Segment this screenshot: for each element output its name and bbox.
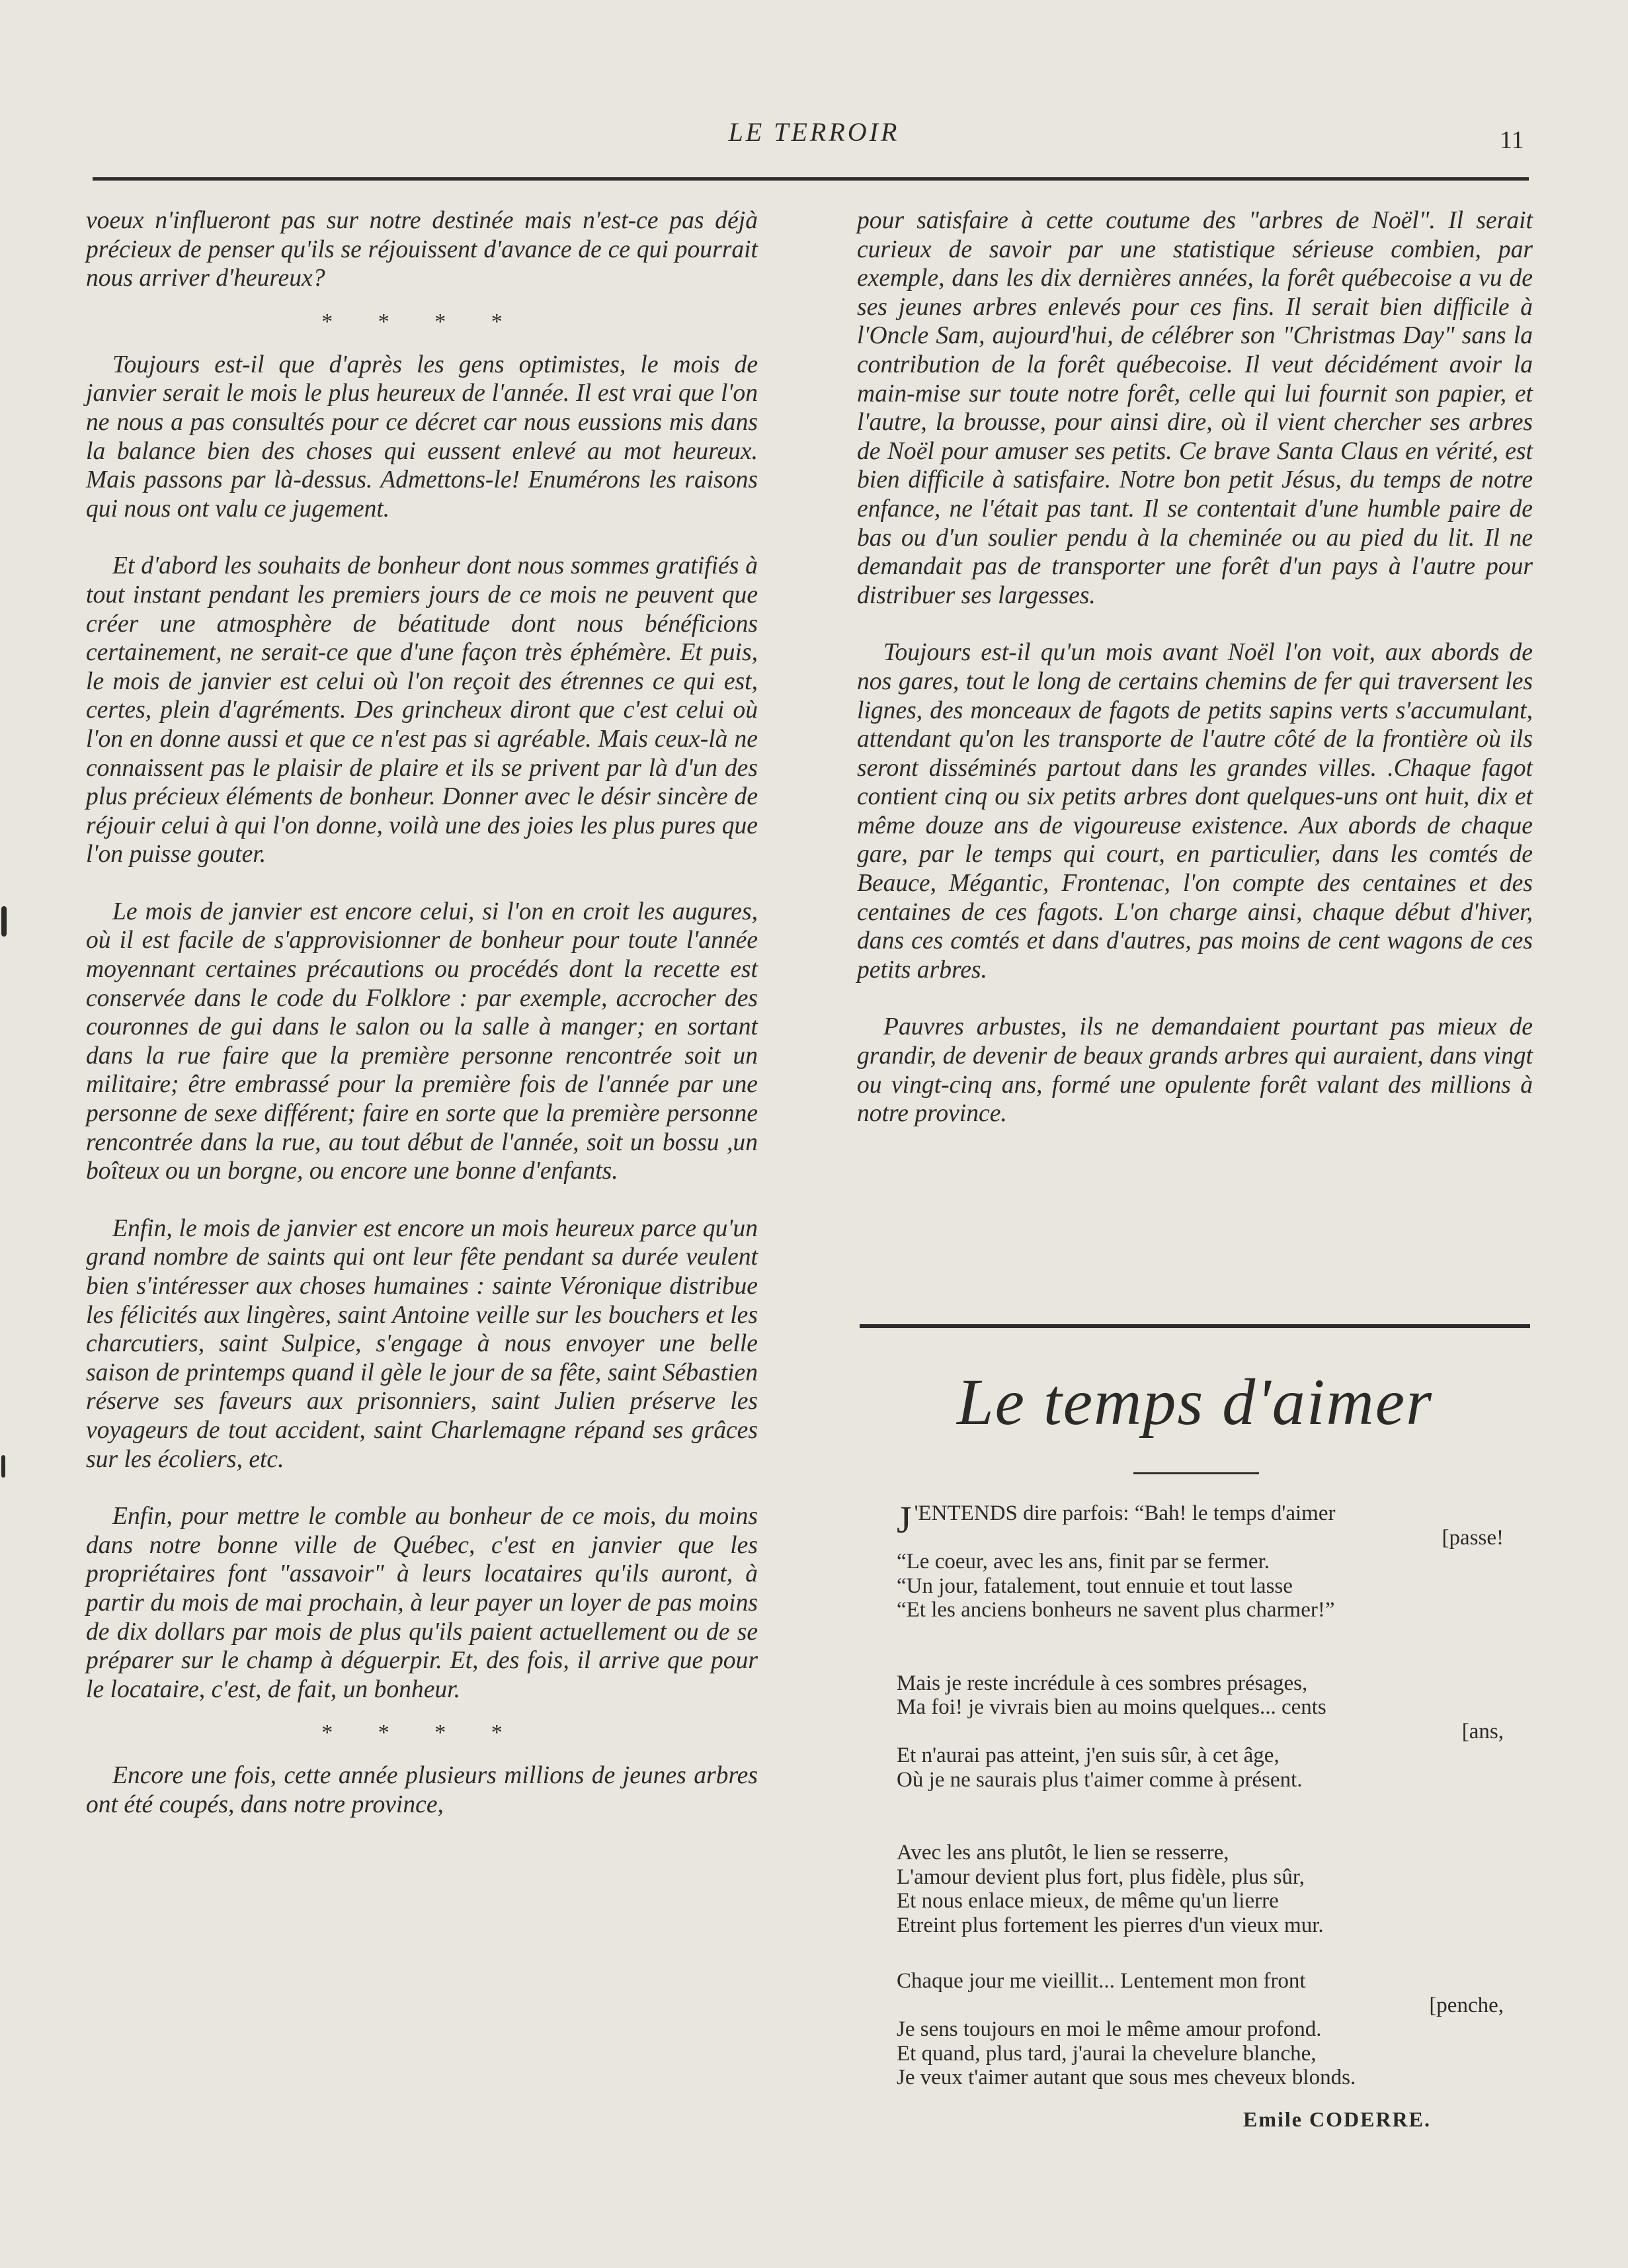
poem-title: Le temps d'aimer: [957, 1365, 1433, 1439]
paragraph: Enfin, pour mettre le comble au bonheur de ce mois, du moins dans notre bonne ville de Québec, c'est en janvier que les propriétaires font "assavoir" à leurs locataires qu'ils auront, à partir du mois de mai prochain, à leur payer un loyer de pas moins de dix dollars par mois de plus qu'ils paient actuellement ou de se préparer sur le champ à déguerpir. Et, des fois, il arrive que pour le locataire, c'est, de fait, un bonheur.: [86, 1503, 758, 1703]
paragraph: Toujours est-il qu'un mois avant Noël l'on voit, aux abords de nos gares, tout le long de certains chemins de fer qui traversent les lignes, des monceaux de fagots de petits sapins verts s'accumulant, attendant qu'on les transporte de l'autre côté de la frontière où ils seront disséminés partout dans les grandes villes. .Chaque fagot contient cinq ou six petits arbres dont quelques-uns ont huit, dix et même douze ans de vigoureuse existence. Aux abords de chaque gare, par le temps qui court, en particulier, dans les comtés de Beauce, Mégantic, Frontenac, l'on compte des centaines et des centaines de ces fagots. L'on charge ainsi, chaque début d'hiver, dans ces comtés et dans d'autres, pas moins de cent wagons de ces petits arbres.: [857, 639, 1533, 984]
poem-line: Etreint plus fortement les pierres d'un vieux mur.: [897, 1913, 1324, 1937]
page-number: 11: [1500, 126, 1524, 154]
paragraph: pour satisfaire à cette coutume des "arbres de Noël". Il serait curieux de savoir par une statistique sérieuse combien, par exemple, dans les dix dernières années, la forêt québecoise a vu de ses jeunes arbres enlevés pour ces fins. Il serait bien difficile à l'Oncle Sam, aujourd'hui, de célébrer son "Christmas Day" sans la contribution de la forêt québecoise. Il veut décidément avoir la main-mise sur toute notre forêt, celle qui lui fournit son papier, et l'autre, la brousse, pour ainsi dire, où il vient chercher ses arbres de Noël pour amuser ses petits. Ce brave Santa Claus en vérité, est bien difficile à satisfaire. Notre bon petit Jésus, du temps de notre enfance, ne l'était pas tant. Il se contentait d'une humble paire de bas ou d'un soulier pendu à la cheminée ou au pied du lit. Il ne demandait pas de transporter une forêt d'un pays à l'autre pour distribuer ses largesses.: [857, 207, 1533, 609]
poem-line: Et quand, plus tard, j'aurai la chevelure blanche,: [897, 2041, 1317, 2066]
poem-line: “Un jour, fatalement, tout ennuie et tout lasse: [897, 1574, 1293, 1598]
poem-line: [penche,: [1429, 1993, 1504, 2017]
left-column: [86, 206, 758, 1820]
poem-line: Chaque jour me vieillit... Lentement mon front: [897, 1969, 1306, 1993]
poem-line: [passe!: [1442, 1525, 1504, 1550]
binding-mark: [1, 1455, 5, 1478]
poem-line: Avec les ans plutôt, le lien se resserre,: [897, 1841, 1229, 1865]
header-rule: [93, 177, 1529, 181]
right-column: [857, 206, 1533, 1128]
stanza: [897, 1969, 1505, 2090]
poem-line: L'amour devient plus fort, plus fidèle, plus sûr,: [897, 1865, 1305, 1889]
binding-mark: [1, 906, 7, 937]
poem-line: Je veux t'aimer autant que sous mes cheveux blonds.: [897, 2066, 1356, 2089]
poem-line: [ans,: [1461, 1719, 1504, 1743]
paragraph: Encore une fois, cette année plusieurs millions de jeunes arbres ont été coupés, dans notre province,: [86, 1762, 758, 1818]
section-break: * * * *: [321, 309, 522, 334]
poem-line: Je sens toujours en moi le même amour profond.: [897, 2017, 1322, 2041]
poem-line: 'ENTENDS dire parfois: “Bah! le temps d'aimer: [914, 1501, 1336, 1525]
paragraph: Et d'abord les souhaits de bonheur dont nous sommes gratifiés à tout instant pendant les premiers jours de ce mois ne peuvent que créer une atmosphère de béatitude dont nous bénéficions certainement, ne serait-ce que d'une façon très éphémère. Et puis, le mois de janvier est celui où l'on reçoit des étrennes ce qui est, certes, plein d'agréments. Des grincheux diront que c'est celui où l'on en donne aussi et que ce n'est pas si agréable. Mais ceux-là ne connaissent pas le plaisir de plaire et ils se privent par là d'un des plus précieux éléments de bonheur. Donner avec le désir sincère de réjouir celui à qui l'on donne, voilà une des joies les plus pures que l'on puisse gouter.: [86, 552, 758, 868]
title-underline: [1133, 1472, 1259, 1474]
paragraph: voeux n'influeront pas sur notre destinée mais n'est-ce pas déjà précieux de penser qu'ils se réjouissent d'avance de ce qui pourrait nous arriver d'heureux?: [86, 207, 758, 292]
poem-author: Emile CODERRE.: [1243, 2107, 1431, 2131]
paragraph: Pauvres arbustes, ils ne demandaient pourtant pas mieux de grandir, de devenir de beaux grands arbres qui auraient, dans vingt ou vingt-cinq ans, formé une opulente forêt valant des millions à notre province.: [857, 1013, 1533, 1128]
paragraph: Le mois de janvier est encore celui, si l'on en croit les augures, où il est facile de s'approvisionner de bonheur pour toute l'année moyennant certaines précautions ou procédés dont la recette est conservée dans le code du Folklore : par exemple, accrocher des couronnes de gui dans le salon ou la salle à manger; en sortant dans la rue faire que la première personne rencontrée soit un militaire; être embrassé pour la première fois de l'année par une personne de sexe différent; faire en sorte que la première personne rencontrée dans la rue, au tout début de l'année, soit un bossu ,un boîteux ou un borgne, ou encore une bonne d'enfants.: [86, 898, 758, 1185]
poem-line: Et n'aurai pas atteint, j'en suis sûr, à cet âge,: [897, 1743, 1280, 1767]
paragraph: Enfin, le mois de janvier est encore un mois heureux parce qu'un grand nombre de saints qui ont leur fête pendant sa durée veulent bien s'intéresser aux choses humaines : sainte Véronique distribue les félicités aux lingères, saint Antoine veille sur les bouchers et les charcutiers, saint Sulpice, s'engage à nous envoyer une belle saison de printemps quand il gèle le jour de sa fête, saint Sébastien réserve ses faveurs aux prisonniers, saint Julien préserve les voyageurs de tout accident, saint Charlemagne répand ses grâces sur les écoliers, etc.: [86, 1214, 758, 1473]
poem-line: “Le coeur, avec les ans, finit par se fermer.: [897, 1550, 1270, 1574]
section-break: * * * *: [321, 1720, 522, 1745]
poem-line: Où je ne saurais plus t'aimer comme à présent.: [897, 1767, 1303, 1792]
poem-line: “Et les anciens bonheurs ne savent plus charmer!”: [897, 1598, 1335, 1622]
stanza: [897, 1498, 1505, 1622]
running-header: LE TERROIR: [728, 117, 900, 147]
poem-line: Et nous enlace mieux, de même qu'un lierre: [897, 1889, 1279, 1913]
stanza: [897, 1841, 1505, 1937]
stanza: [897, 1671, 1505, 1792]
poem-separator-rule: [860, 1324, 1530, 1328]
poem-line: Ma foi! je vivrais bien au moins quelques... cents: [897, 1695, 1326, 1719]
paragraph: Toujours est-il que d'après les gens optimistes, le mois de janvier serait le mois le plus heureux de l'année. Il est vrai que l'on ne nous a pas consultés pour ce décret car nous eussions mis dans la balance bien des choses qui eussent enlevé au mot heureux. Mais passons par là-dessus. Admettons-le! Enumérons les raisons qui nous ont valu ce jugement.: [86, 351, 758, 523]
poem: [897, 1498, 1505, 2090]
drop-cap: J: [897, 1498, 912, 1541]
poem-line: Mais je reste incrédule à ces sombres présages,: [897, 1671, 1308, 1695]
